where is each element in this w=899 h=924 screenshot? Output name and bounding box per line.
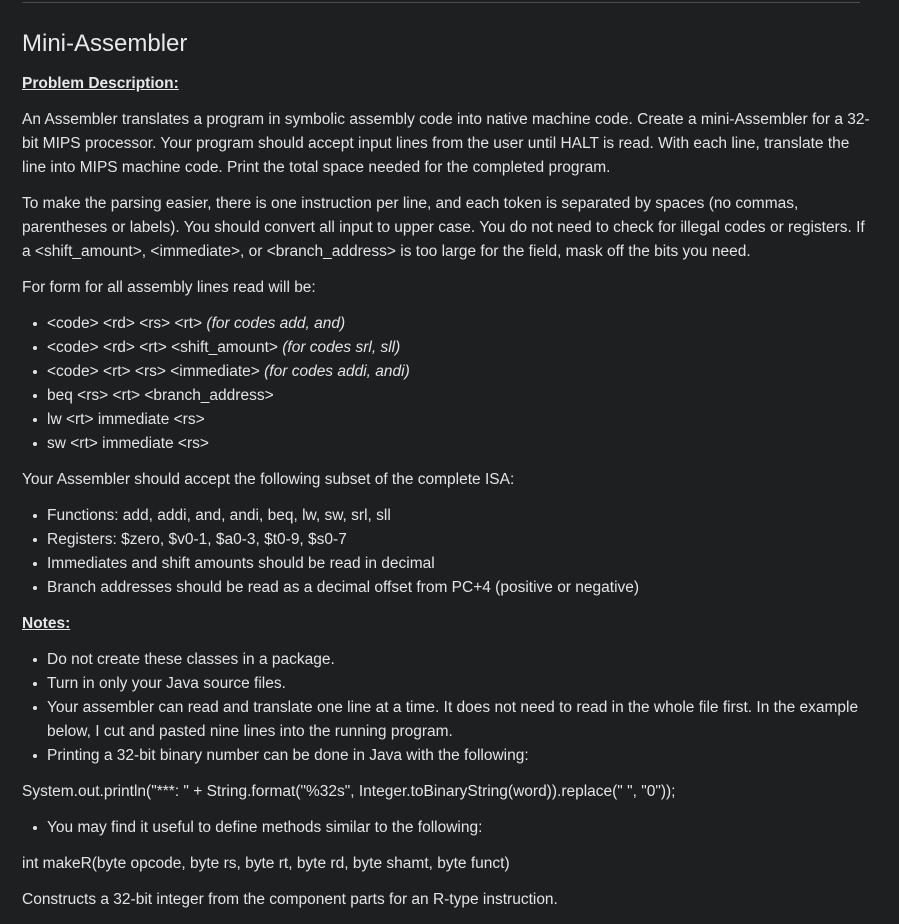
parsing-paragraph: To make the parsing easier, there is one instruction per line, and each token is separated by spaces (no commas, parentheses or labels). You should convert all input to upper case. You do not need to check for illegal codes or registers. If a <shift_amount>, <immediate>, or <branch_address> is too large for the field, mask off the bits you need. (22, 195, 865, 260)
println-code-line: System.out.println("***: " + String.format("%32s", Integer.toBinaryString(word)).replace(" ", "0")); (22, 783, 676, 800)
list-item: Turn in only your Java source files. (47, 672, 872, 696)
list-item: Do not create these classes in a package. (47, 648, 872, 672)
list-item: sw <rt> immediate <rs> (47, 432, 872, 456)
make-r-description: Constructs a 32-bit integer from the component parts for an R-type instruction. (22, 891, 558, 908)
isa-intro-paragraph: Your Assembler should accept the following subset of the complete ISA: (22, 471, 515, 488)
list-item: Printing a 32-bit binary number can be done in Java with the following: (47, 744, 872, 768)
page-title: Mini-Assembler (22, 30, 188, 57)
list-item: <code> <rt> <rs> <immediate> (for codes addi, andi) (47, 360, 872, 384)
list-item: Registers: $zero, $v0-1, $a0-3, $t0-9, $s0-7 (47, 528, 872, 552)
list-item: lw <rt> immediate <rs> (47, 408, 872, 432)
list-item: Immediates and shift amounts should be read in decimal (47, 552, 872, 576)
notes-heading: Notes: (22, 615, 71, 632)
top-divider (22, 2, 860, 3)
list-item: beq <rs> <rt> <branch_address> (47, 384, 872, 408)
form-intro-paragraph: For form for all assembly lines read will be: (22, 279, 316, 296)
list-item: <code> <rd> <rt> <shift_amount> (for codes srl, sll) (47, 336, 872, 360)
isa-subset-list (22, 504, 872, 600)
instruction-forms-list (22, 312, 872, 456)
intro-paragraph: An Assembler translates a program in symbolic assembly code into native machine code. Create a mini-Assembler for a 32-bit MIPS processor. Your program should accept input lines from the user until HALT is read. With each line, translate the line into MIPS machine code. Print the total space needed for the completed program. (22, 111, 870, 176)
notes-list-continued (22, 816, 872, 840)
list-item: You may find it useful to define methods similar to the following: (47, 816, 872, 840)
make-r-signature: int makeR(byte opcode, byte rs, byte rt, byte rd, byte shamt, byte funct) (22, 855, 510, 872)
notes-list (22, 648, 872, 768)
problem-description-heading: Problem Description: (22, 75, 179, 92)
assignment-content (22, 28, 872, 912)
list-item: <code> <rd> <rs> <rt> (for codes add, and) (47, 312, 872, 336)
list-item: Functions: add, addi, and, andi, beq, lw, sw, srl, sll (47, 504, 872, 528)
list-item: Branch addresses should be read as a decimal offset from PC+4 (positive or negative) (47, 576, 872, 600)
list-item: Your assembler can read and translate one line at a time. It does not need to read in the whole file first. In the example below, I cut and pasted nine lines into the running program. (47, 696, 872, 744)
